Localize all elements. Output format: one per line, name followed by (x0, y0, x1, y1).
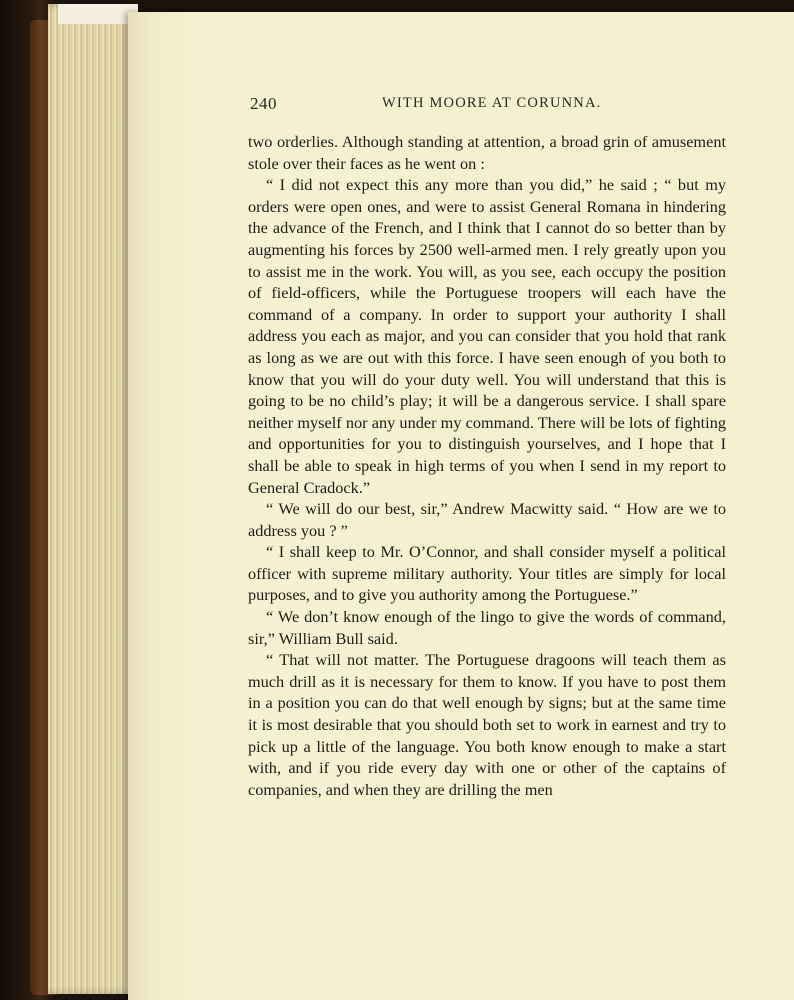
paragraph: “ We don’t know enough of the lingo to give the words of command, sir,” William Bull said. (248, 607, 726, 648)
paragraph: “ I shall keep to Mr. O’Connor, and shall consider myself a political officer with supreme military authority. Your titles are simply for local purposes, and to give you authority among the Portuguese.” (248, 542, 726, 605)
running-title: WITH MOORE AT CORUNNA. (382, 95, 602, 111)
page-stack-edges (48, 4, 138, 994)
page-top-edge (58, 4, 138, 24)
body-text (248, 131, 726, 800)
paragraph: “ That will not matter. The Portuguese dragoons will teach them as much drill as it is necessary for them to know. If you have to post them in a position you can do that well enough by signs; but at the same time it is most desirable that you should both set to work in earnest and try to pick up a little of the language. You both know enough to make a start with, and if you ride every day with one or other of the captains of companies, and when they are drilling the men (248, 650, 726, 799)
paragraph: “ I did not expect this any more than you did,” he said ; “ but my orders were open ones, and were to assist General Romana in hindering the advance of the French, and I think that I cannot do so better than by augmenting his forces by 2500 well-armed men. I rely greatly upon you to assist me in the work. You will, as you see, each occupy the position of field-officers, while the Portuguese troopers will each have the command of a company. In order to support your authority I shall address you each as major, and you can consider that you hold that rank as long as we are out with this force. I have seen enough of you both to know that you will do your duty well. You will understand that this is going to be no child’s play; it will be a dangerous service. I shall spare neither myself nor any under my command. There will be lots of fighting and opportunities for you to distinguish yourselves, and I hope that I shall be able to speak in high terms of you when I send in my report to General Cradock.” (248, 175, 726, 497)
page-header (250, 94, 650, 118)
paragraph: two orderlies. Although standing at attention, a broad grin of amusement stole over their faces as he went on : (248, 132, 726, 173)
paragraph: “ We will do our best, sir,” Andrew Macwitty said. “ How are we to address you ? ” (248, 499, 726, 540)
page-number: 240 (250, 94, 277, 113)
